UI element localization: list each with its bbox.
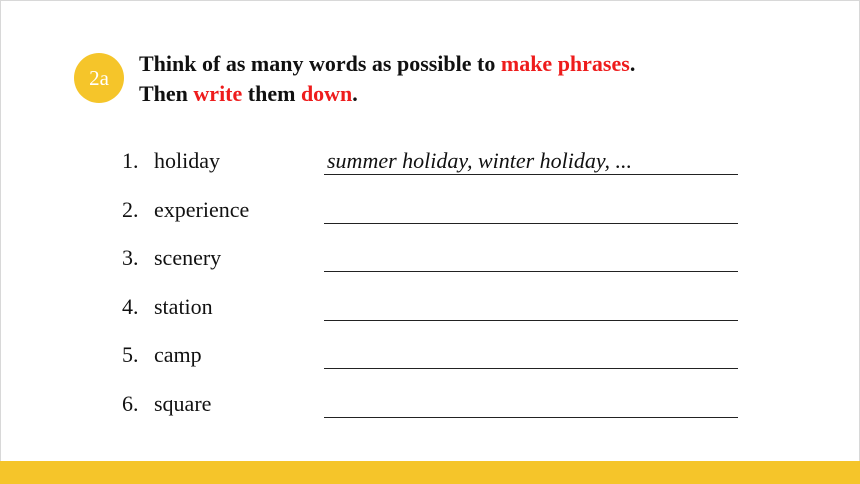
instruction-part: . (352, 81, 358, 106)
list-item (122, 144, 762, 193)
item-word: holiday (154, 148, 220, 173)
item-number: 2. (122, 196, 139, 222)
item-number: 6. (122, 390, 139, 416)
answer-blank[interactable] (324, 368, 738, 369)
item-word: scenery (154, 245, 222, 270)
answer-blank[interactable] (324, 320, 738, 321)
list-item (122, 290, 762, 339)
badge-label: 2a (89, 65, 109, 90)
instruction-highlight: write (193, 81, 243, 106)
answer-blank[interactable] (324, 223, 738, 224)
instruction-part: Then (139, 81, 194, 106)
list-item (122, 193, 762, 242)
exercise-badge (74, 53, 124, 103)
item-word: camp (154, 342, 202, 367)
item-word: station (154, 293, 213, 319)
instruction-part: Think of as many words as possible to (139, 51, 501, 76)
instruction-text (139, 49, 819, 109)
instruction-line-2 (139, 79, 819, 109)
instruction-highlight: make phrases (500, 51, 630, 76)
word-list (122, 144, 762, 435)
item-number: 4. (122, 293, 139, 319)
instruction-part: them (242, 81, 301, 106)
item-word: experience (154, 196, 250, 222)
item-word: square (154, 390, 212, 416)
answer-example: summer holiday, winter holiday, ... (327, 148, 632, 173)
item-number: 3. (122, 245, 139, 270)
answer-blank[interactable] (324, 271, 738, 272)
instruction-part: . (629, 51, 636, 76)
item-number: 1. (122, 148, 139, 173)
answer-blank[interactable] (324, 417, 738, 418)
instruction-highlight: down (300, 81, 353, 106)
list-item (122, 387, 762, 436)
list-item (122, 241, 762, 290)
list-item (122, 338, 762, 387)
item-number: 5. (122, 342, 139, 367)
footer-bar (0, 461, 860, 484)
instruction-line-1 (139, 49, 819, 79)
answer-blank[interactable] (324, 174, 738, 175)
